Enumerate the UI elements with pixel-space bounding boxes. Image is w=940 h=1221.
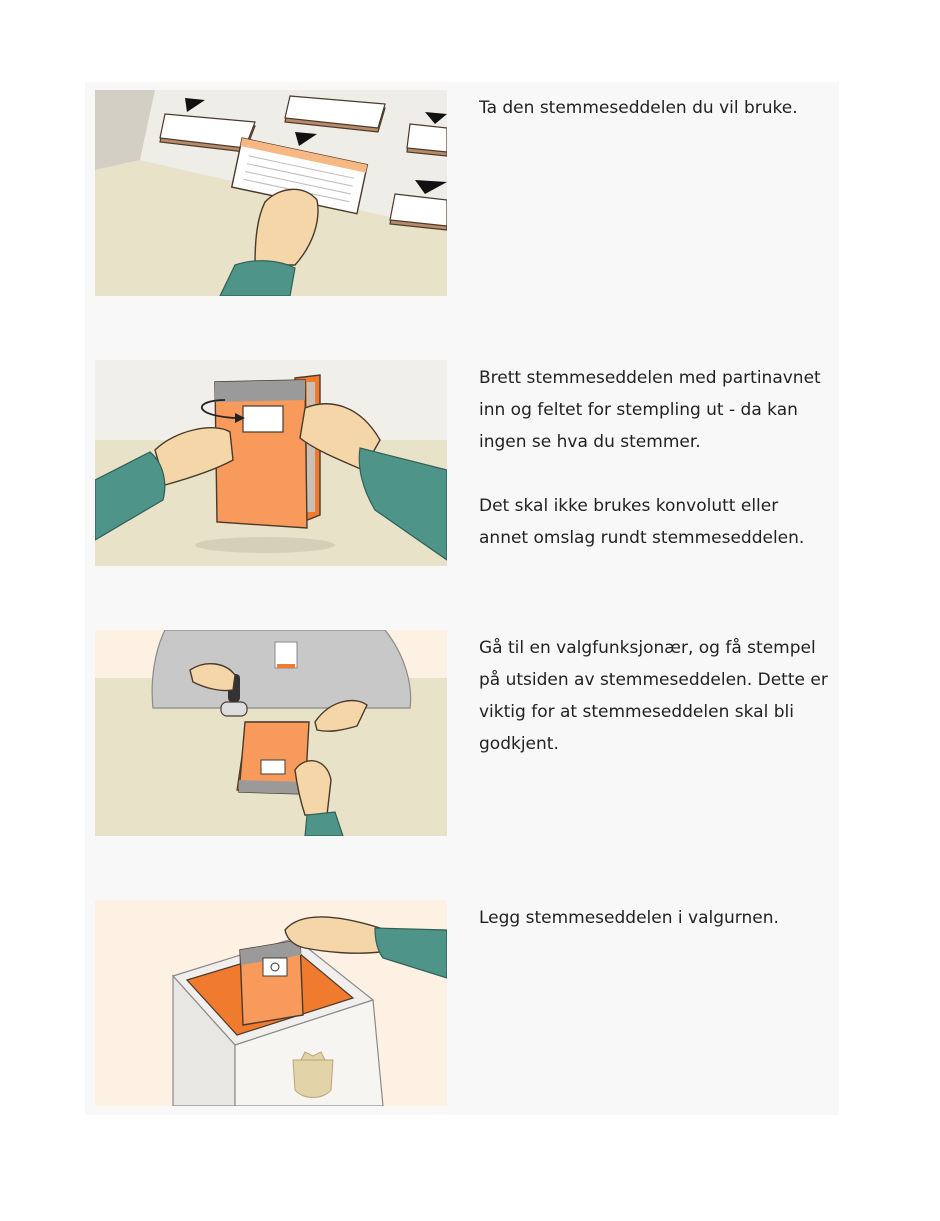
step-1-text bbox=[479, 92, 831, 124]
step-4 bbox=[85, 892, 839, 1098]
step-1-paragraph-1: Ta den stemmeseddelen du vil bruke. bbox=[479, 98, 798, 118]
step-2-paragraph-1: Brett stemmeseddelen med partinavnet inn og feltet for stempling ut - da kan ingen se hva du stemmer. bbox=[479, 368, 821, 452]
step-4-text bbox=[479, 902, 831, 934]
step-3 bbox=[85, 622, 839, 828]
step-2-text bbox=[479, 362, 831, 554]
step-4-paragraph-1: Legg stemmeseddelen i valgurnen. bbox=[479, 908, 779, 928]
illustration-ballot-box bbox=[95, 900, 447, 1106]
illustration-take-ballot bbox=[95, 90, 447, 296]
step-3-text bbox=[479, 632, 831, 760]
illustration-stamp-ballot bbox=[95, 630, 447, 836]
instructions-panel bbox=[85, 82, 839, 1115]
step-1 bbox=[85, 82, 839, 288]
step-2 bbox=[85, 352, 839, 558]
illustration-fold-ballot bbox=[95, 360, 447, 566]
step-2-paragraph-2: Det skal ikke brukes konvolutt eller annet omslag rundt stemmeseddelen. bbox=[479, 496, 805, 548]
step-3-paragraph-1: Gå til en valgfunksjonær, og få stempel på utsiden av stemmeseddelen. Dette er viktig for at stemmeseddelen skal bli godkjent. bbox=[479, 638, 828, 754]
